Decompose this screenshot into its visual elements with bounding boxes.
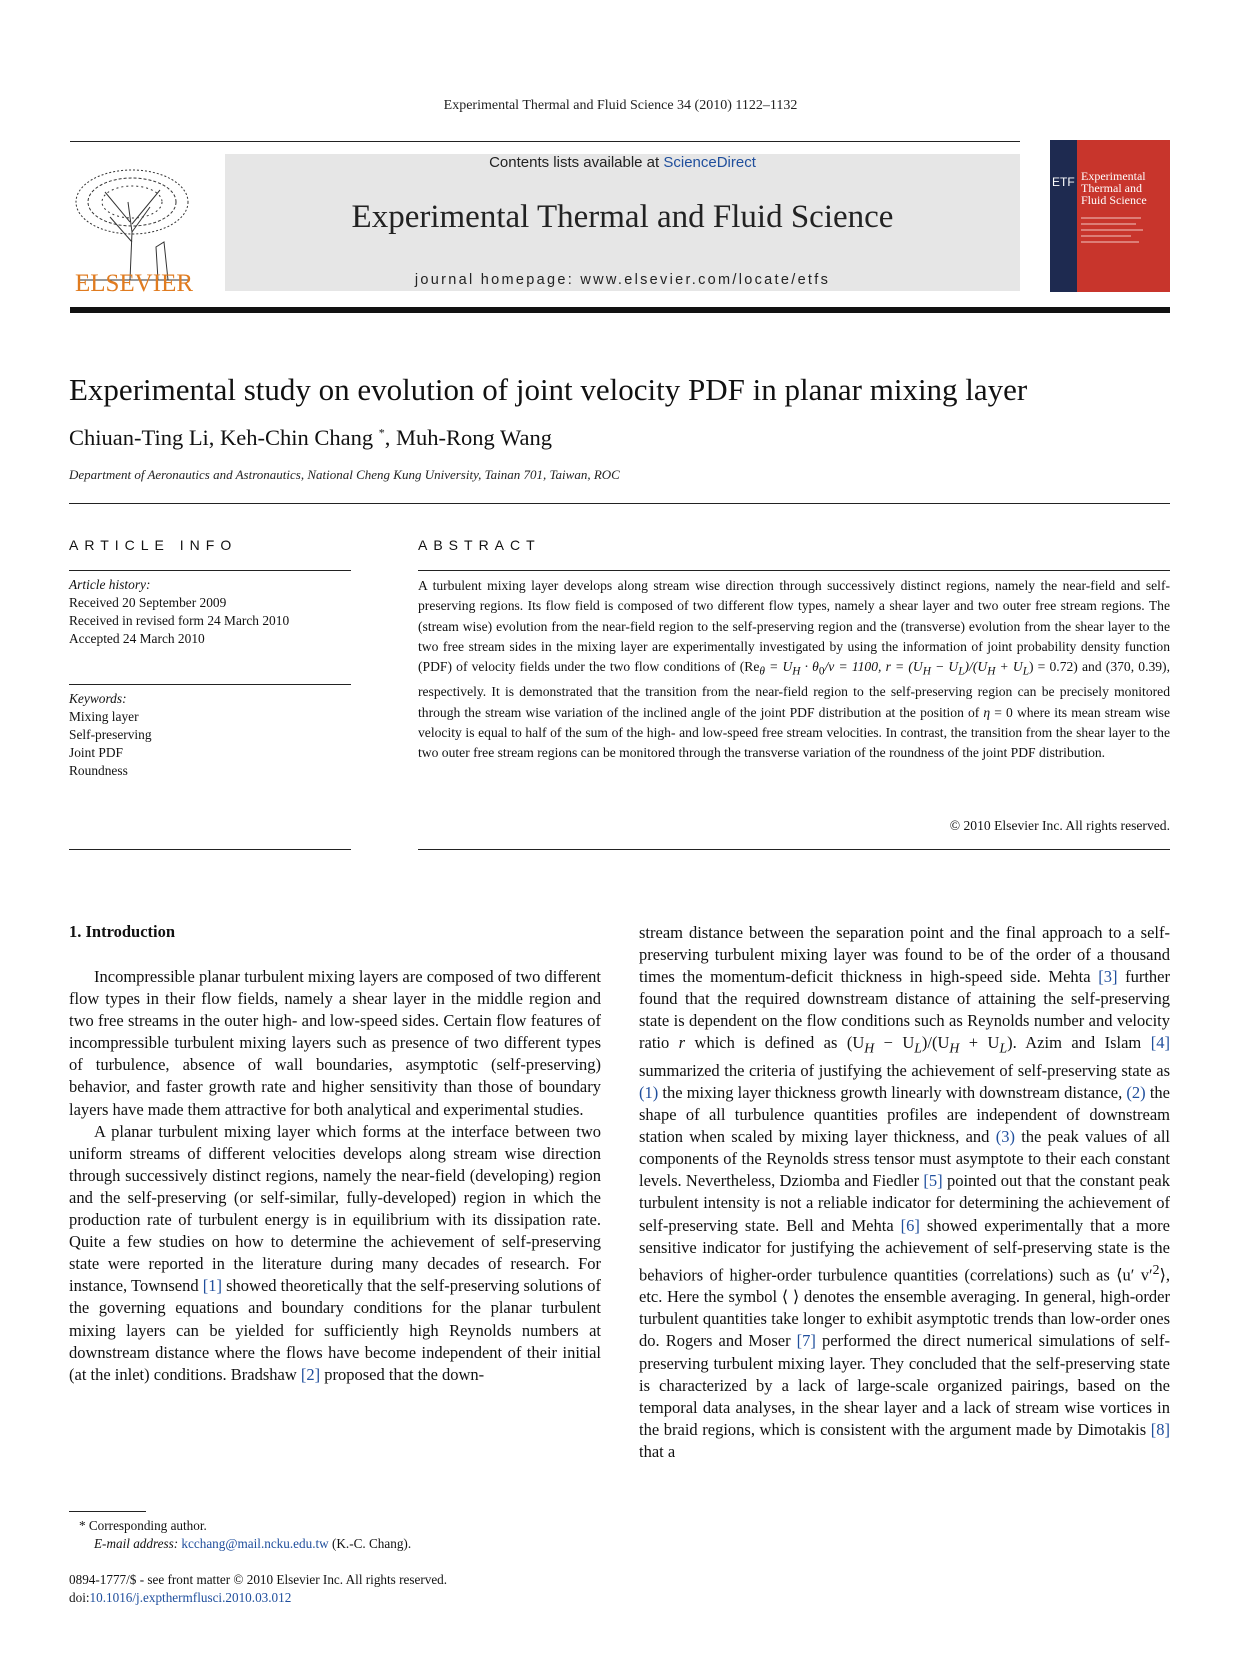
abstract-formula: Re — [744, 659, 760, 675]
article-history — [69, 576, 351, 648]
sciencedirect-link[interactable]: ScienceDirect — [663, 154, 756, 171]
contents-prefix: Contents lists available at — [489, 154, 664, 171]
journal-cover-strip — [1050, 140, 1077, 292]
history-accepted: Accepted 24 March 2010 — [69, 631, 205, 646]
keyword-item: Roundness — [69, 763, 128, 778]
paragraph-text: the shape of all turbulence quantities profiles are independent of downstream station when scaled by mixing layer thickness, and — [639, 1082, 1170, 1147]
section-heading-introduction: 1. Introduction — [69, 922, 176, 941]
formula: L — [999, 1040, 1008, 1056]
affiliation: Department of Aeronautics and Astronautics, National Cheng Kung University, Tainan 701, Taiwan, ROC — [69, 467, 620, 482]
email-name: (K.-C. Chang). — [328, 1536, 412, 1551]
abstract-formula: θ — [759, 665, 765, 678]
abstract-formula: L — [958, 665, 965, 678]
keywords-label: Keywords: — [69, 691, 127, 706]
abstract-rule — [418, 570, 1170, 571]
criterion-link-3[interactable]: (3) — [995, 1127, 1015, 1147]
cover-title: Experimental Thermal and Fluid Science — [1081, 169, 1147, 207]
abstract-part: = 0 where its mean stream wise velocity is equal to half of the sum of the high- and low-speed free stream velocities. In contrast, the transition from the shear layer to the two outer free stream regions can be monitored through the transverse variation of the roundness of the joint PDF distribution. — [418, 704, 1171, 761]
article-info-bottom-rule — [69, 849, 351, 850]
authors-text-end: , Muh-Rong Wang — [384, 425, 552, 450]
criterion-link-1[interactable]: (1) — [639, 1082, 659, 1102]
formula: − U — [874, 1033, 915, 1053]
journal-homepage[interactable]: journal homepage: www.elsevier.com/locate/etfs — [414, 272, 831, 288]
header-thick-rule — [70, 307, 1170, 313]
formula: )/(U — [921, 1033, 950, 1053]
symbol-r: r — [678, 1033, 686, 1053]
email-link[interactable]: kcchang@mail.ncku.edu.tw — [181, 1536, 329, 1551]
article-info-heading: ARTICLE INFO — [69, 537, 238, 553]
email-label: E-mail address: — [94, 1536, 182, 1551]
abstract-text — [418, 576, 1170, 763]
reference-link-2[interactable]: [2] — [300, 1364, 321, 1384]
abstract-part: and (370, 0.39), respectively. It is demonstrated that the transition from the near-field region to the self-preserving region can be precisely monitored through the stream wise variation of the inclined angle of the joint PDF distribution at the position of — [418, 659, 1170, 720]
intro-paragraph-2 — [69, 1121, 601, 1386]
abstract-part: A turbulent mixing layer develops along stream wise direction through successively distinct regions, namely the near-field and self-preserving regions. Its flow field is composed of two different flow types, namely a shear layer and two outer free stream regions. The (stream wise) evolution from the near-field region to the self-preserving region and the (transverse) evolution from the shear layer to the two free stream sides in the mixing layer are experimentally investigated by using the information of joint probability density function (PDF) of velocity fields under the two flow conditions of ( — [418, 578, 1170, 675]
keyword-item: Mixing layer — [69, 709, 139, 724]
keywords-rule — [69, 684, 351, 685]
abstract-formula: )/(U — [964, 659, 988, 675]
formula: H — [864, 1040, 875, 1056]
intro-right-column — [639, 922, 1170, 1463]
reference-link-5[interactable]: [5] — [923, 1171, 943, 1191]
abstract-formula: H — [987, 665, 996, 678]
abstract-formula: − U — [930, 659, 959, 675]
affiliation-rule — [69, 503, 1170, 504]
paragraph-text: summarized the criteria of justifying the achievement of self-preserving state as — [639, 1060, 1170, 1080]
article-info-rule — [69, 570, 351, 571]
abstract-formula: · θ — [800, 659, 819, 675]
doi-prefix: doi: — [69, 1590, 90, 1605]
corresponding-footnote — [69, 1517, 619, 1535]
reference-link-6[interactable]: [6] — [900, 1215, 920, 1235]
paragraph-text: performed the direct numerical simulations of self-preserving turbulent mixing layer. They concluded that the self-preserving state is characterized by a lack of large-scale organized pairings, based on the temporal data analyses, in the shear layer and a lack of stream wise vortices in the braid regions, which is consistent with the argument made by Dimotakis — [639, 1331, 1170, 1439]
abstract-formula: L — [1022, 665, 1029, 678]
history-label: Article history: — [69, 577, 151, 592]
abstract-heading: ABSTRACT — [418, 537, 541, 553]
formula: 2 — [1152, 1261, 1160, 1277]
contents-line — [225, 154, 1020, 171]
email-footnote — [69, 1535, 634, 1553]
elsevier-wordmark: ELSEVIER — [74, 270, 194, 297]
keyword-item: Self-preserving — [69, 727, 152, 742]
formula: L — [914, 1040, 922, 1056]
header-rule — [70, 141, 1020, 142]
abstract-formula: 0 — [818, 665, 825, 678]
paragraph-text: pointed out that the constant peak turbulent intensity is not a reliable indicator for determining the achievement of self-preserving state. Bell and Mehta — [639, 1171, 1170, 1235]
abstract-formula: ) = 0.72) — [1029, 659, 1078, 675]
reference-link-8[interactable]: [8] — [1150, 1419, 1170, 1439]
abstract-formula: + U — [995, 659, 1023, 675]
keyword-item: Joint PDF — [69, 745, 123, 760]
paragraph-text: showed theoretically that the self-preserving solutions of the governing equations and boundary conditions for the planar turbulent mixing layers can be yielded for sufficiently high Reynolds numbers at downstream distance where the flows have become independent of their initial (at the inlet) conditions. Bradshaw — [69, 1276, 601, 1384]
reference-link-1[interactable]: [1] — [202, 1276, 222, 1296]
paragraph-text: ⟩, etc. Here the symbol ⟨ ⟩ denotes the ensemble averaging. In general, high-order turbulent quantities take longer to exhibit asymptotic trends than low-order ones do. Rogers and Moser — [639, 1265, 1170, 1351]
paragraph-text: showed experimentally that a more sensitive indicator for justifying the achievement of self-preserving state is the behaviors of higher-order turbulence quantities (correlations) such as ⟨u′ v′ — [639, 1215, 1171, 1285]
doi-link[interactable]: 10.1016/j.expthermflusci.2010.03.012 — [89, 1590, 292, 1605]
history-revised: Received in revised form 24 March 2010 — [69, 613, 290, 628]
paragraph-text: that a — [639, 1441, 676, 1461]
paragraph-text: further found that the required downstream distance of attaining the self-preserving state is dependent on the flow conditions such as Reynolds number and velocity ratio — [639, 967, 1170, 1053]
reference-link-7[interactable]: [7] — [796, 1331, 816, 1351]
abstract-formula: /ν = 1100, — [824, 659, 886, 675]
paragraph-text: the peak values of all components of the Reynolds stress tensor must asymptote to their each constant levels. Nevertheless, Dziomba and Fiedler — [639, 1127, 1170, 1191]
corresponding-mark[interactable]: * — [378, 425, 385, 440]
criterion-link-2[interactable]: (2) — [1126, 1082, 1146, 1102]
abstract-formula: H — [792, 665, 801, 678]
abstract-symbol: η — [983, 704, 991, 720]
abstract-formula: H — [922, 665, 931, 678]
journal-name: Experimental Thermal and Fluid Science — [351, 199, 894, 235]
paragraph-text: the mixing layer thickness growth linearly with downstream distance, — [658, 1082, 1127, 1102]
keywords — [69, 690, 351, 780]
article-authors — [69, 425, 552, 451]
authors-text: Chiuan-Ting Li, Keh-Chin Chang — [69, 425, 379, 450]
abstract-bottom-rule — [418, 849, 1170, 850]
paragraph-text: A planar turbulent mixing layer which forms at the interface between two uniform streams of different velocities develops along stream wise direction through successively distinct regions, namely the near-field (developing) region and the self-preserving (or self-similar, fully-developed) region in which the production rate of turbulent energy is in equilibrium with its dissipation rate. Quite a few studies on how to determine the achievement of self-preserving state were reported in the literature during many decades of research. For instance, Townsend — [69, 1121, 601, 1296]
cover-abbrev: ETF — [1052, 175, 1075, 189]
reference-link-3[interactable]: [3] — [1098, 967, 1118, 987]
intro-paragraph-1: Incompressible planar turbulent mixing layers are composed of two different flow types in their flow fields, namely a shear layer in the middle region and two free streams in the outer high- and low-speed sides. Certain flow features of incompressible turbulent mixing layers such as presence of two different types of turbulence, absence of wall boundaries, asymptotic (self-preserving) behavior, and faster growth rate and higher sensitivity than those of boundary layers have made them attractive for both analytical and experimental studies. — [69, 967, 601, 1119]
paragraph-text: stream distance between the separation point and the final approach to a self-preserving turbulent mixing layer was found to be of the order of a thousand times the momentum-deficit thickness in high-speed side. Mehta — [639, 923, 1170, 987]
cover-decoration — [1081, 214, 1161, 254]
journal-citation: Experimental Thermal and Fluid Science 34 (2010) 1122–1132 — [443, 98, 798, 113]
footnote-text: Corresponding author. — [85, 1518, 207, 1533]
footnote-mark: * — [79, 1518, 86, 1533]
formula: which is defined as (U — [685, 1033, 865, 1053]
history-received: Received 20 September 2009 — [69, 595, 227, 610]
paragraph-text: proposed that the down- — [320, 1364, 485, 1384]
doi-line — [69, 1589, 609, 1607]
formula: + U — [959, 1033, 1000, 1053]
reference-link-4[interactable]: [4] — [1150, 1033, 1170, 1053]
article-title: Experimental study on evolution of joint velocity PDF in planar mixing layer — [69, 372, 1028, 407]
abstract-formula: r = (U — [885, 659, 923, 675]
paragraph-text: ). Azim and Islam — [1007, 1033, 1151, 1053]
formula: H — [949, 1040, 960, 1056]
intro-left-column — [69, 966, 601, 1386]
footnote-rule — [69, 1511, 146, 1512]
abstract-formula: = U — [764, 659, 793, 675]
issn-line: 0894-1777/$ - see front matter © 2010 Elsevier Inc. All rights reserved. — [69, 1572, 448, 1587]
abstract-copyright: © 2010 Elsevier Inc. All rights reserved. — [949, 818, 1170, 833]
